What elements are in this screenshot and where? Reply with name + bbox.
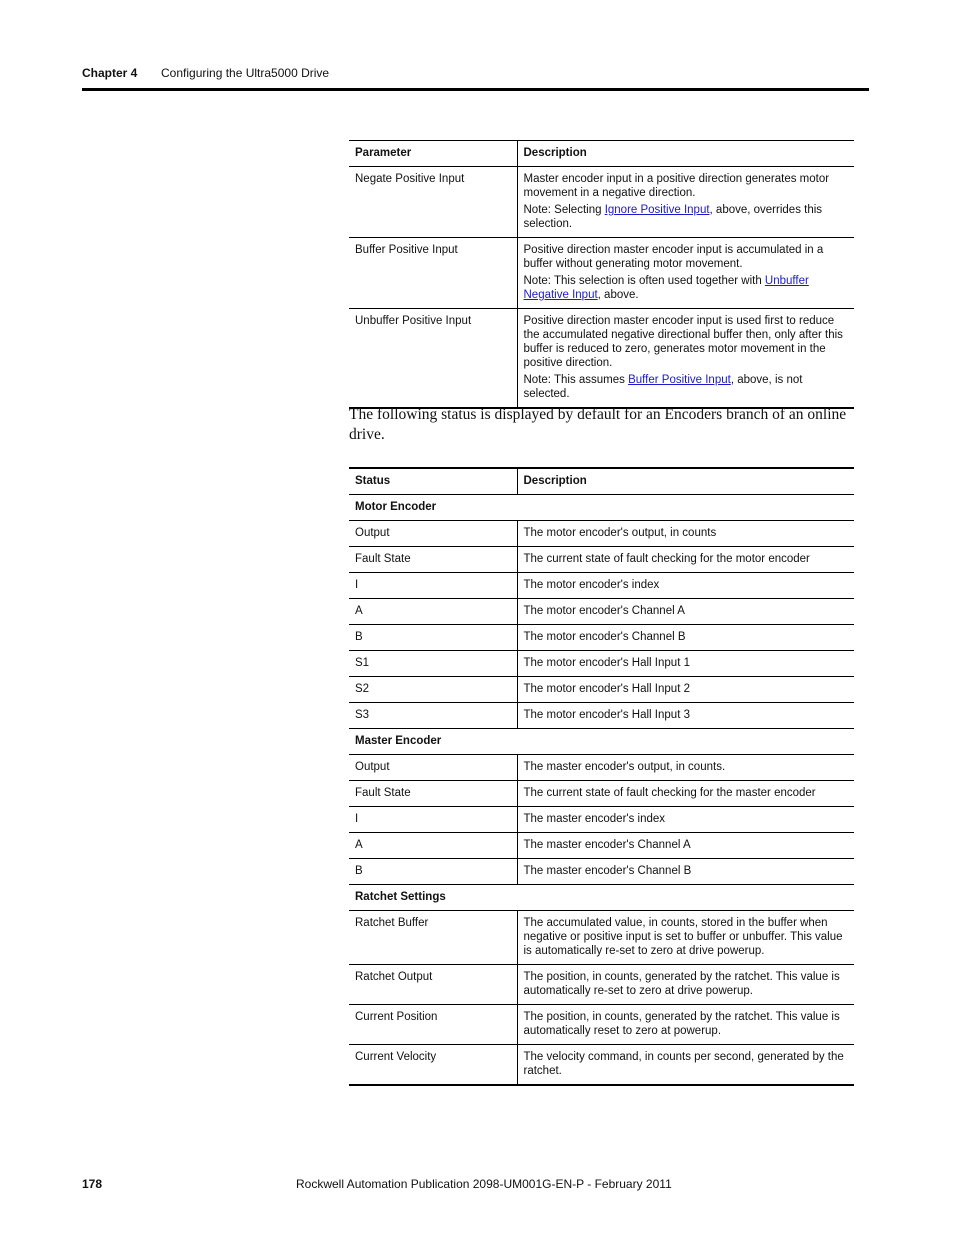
status-name: A xyxy=(349,833,517,859)
group-title: Master Encoder xyxy=(349,729,854,755)
status-description: The motor encoder's Channel A xyxy=(517,599,854,625)
status-description: The motor encoder's output, in counts xyxy=(517,521,854,547)
table-row xyxy=(349,703,854,729)
group-row-ratchet-settings xyxy=(349,885,854,911)
status-name: S1 xyxy=(349,651,517,677)
table-row xyxy=(349,238,854,309)
table-row xyxy=(349,833,854,859)
table-row xyxy=(349,309,854,409)
note-text: Note: This assumes xyxy=(523,374,629,386)
table-row xyxy=(349,677,854,703)
status-description: The motor encoder's Hall Input 2 xyxy=(517,677,854,703)
status-description: The master encoder's Channel A xyxy=(517,833,854,859)
status-name: Current Velocity xyxy=(349,1045,517,1086)
description-text: Master encoder input in a positive direction generates motor movement in a negative direction. xyxy=(523,173,830,199)
status-name: Ratchet Buffer xyxy=(349,911,517,965)
parameter-description xyxy=(517,238,854,309)
status-description: The motor encoder's index xyxy=(517,573,854,599)
status-name: A xyxy=(349,599,517,625)
publication-info: Rockwell Automation Publication 2098-UM001G-EN-P - February 2011 xyxy=(296,1177,672,1191)
note-text: , above. xyxy=(597,289,639,301)
table-row xyxy=(349,859,854,885)
column-header-parameter: Parameter xyxy=(349,141,517,167)
column-header-description: Description xyxy=(517,468,854,495)
status-name: Fault State xyxy=(349,547,517,573)
intro-paragraph: The following status is displayed by default for an Encoders branch of an online drive. xyxy=(349,406,847,443)
status-name: B xyxy=(349,859,517,885)
parameter-name: Negate Positive Input xyxy=(349,167,517,238)
status-name: B xyxy=(349,625,517,651)
table-row xyxy=(349,547,854,573)
table-row xyxy=(349,755,854,781)
link-unbuffer-negative-input[interactable]: Unbuffer Negative Input xyxy=(523,275,809,301)
status-table xyxy=(349,467,854,1086)
description-text: Positive direction master encoder input is accumulated in a buffer without generating motor movement. xyxy=(523,244,824,270)
status-name: Ratchet Output xyxy=(349,965,517,1005)
column-header-description: Description xyxy=(517,141,854,167)
table-row xyxy=(349,781,854,807)
parameter-name: Unbuffer Positive Input xyxy=(349,309,517,409)
group-row-motor-encoder xyxy=(349,495,854,521)
status-description: The current state of fault checking for the master encoder xyxy=(517,781,854,807)
table-row xyxy=(349,1005,854,1045)
table-row xyxy=(349,807,854,833)
note-text: Note: Selecting xyxy=(523,204,605,216)
table-row xyxy=(349,573,854,599)
chapter-title: Configuring the Ultra5000 Drive xyxy=(161,66,330,80)
status-description: The motor encoder's Channel B xyxy=(517,625,854,651)
status-name: S2 xyxy=(349,677,517,703)
parameter-description xyxy=(517,309,854,409)
link-ignore-positive-input[interactable]: Ignore Positive Input xyxy=(604,204,710,216)
table-header-row xyxy=(349,141,854,167)
status-description: The motor encoder's Hall Input 1 xyxy=(517,651,854,677)
status-description: The motor encoder's Hall Input 3 xyxy=(517,703,854,729)
page-number: 178 xyxy=(82,1177,103,1191)
group-title: Ratchet Settings xyxy=(349,885,854,911)
status-description: The master encoder's index xyxy=(517,807,854,833)
page-header xyxy=(82,66,869,91)
description-note xyxy=(524,274,849,302)
note-text: , above, overrides this selection. xyxy=(523,204,823,230)
status-description: The master encoder's output, in counts. xyxy=(517,755,854,781)
status-name: Output xyxy=(349,521,517,547)
parameter-name: Buffer Positive Input xyxy=(349,238,517,309)
table-row xyxy=(349,1045,854,1086)
table-row xyxy=(349,965,854,1005)
table-row xyxy=(349,651,854,677)
status-name: I xyxy=(349,807,517,833)
status-description: The position, in counts, generated by the ratchet. This value is automatically re-set to zero at drive powerup. xyxy=(517,965,854,1005)
status-description: The velocity command, in counts per second, generated by the ratchet. xyxy=(517,1045,854,1086)
parameter-description xyxy=(517,167,854,238)
status-name: S3 xyxy=(349,703,517,729)
status-name: Fault State xyxy=(349,781,517,807)
description-text: Positive direction master encoder input is used first to reduce the accumulated negative directional buffer then, only after this buffer is reduced to zero, generates motor movement in the positive direction. xyxy=(523,315,843,369)
status-name: Current Position xyxy=(349,1005,517,1045)
status-description: The master encoder's Channel B xyxy=(517,859,854,885)
group-title: Motor Encoder xyxy=(349,495,854,521)
table-row xyxy=(349,911,854,965)
status-name: Output xyxy=(349,755,517,781)
table-row xyxy=(349,521,854,547)
description-note xyxy=(524,203,849,231)
status-description: The position, in counts, generated by the ratchet. This value is automatically reset to zero at powerup. xyxy=(517,1005,854,1045)
status-description: The current state of fault checking for the motor encoder xyxy=(517,547,854,573)
table-row xyxy=(349,625,854,651)
link-buffer-positive-input[interactable]: Buffer Positive Input xyxy=(628,374,731,386)
column-header-status: Status xyxy=(349,468,517,495)
note-text: , above, is not selected. xyxy=(523,374,803,400)
parameter-table xyxy=(349,140,854,409)
table-header-row xyxy=(349,468,854,495)
chapter-label: Chapter 4 xyxy=(82,66,138,80)
note-text: Note: This selection is often used together with xyxy=(523,275,765,287)
status-name: I xyxy=(349,573,517,599)
group-row-master-encoder xyxy=(349,729,854,755)
table-row xyxy=(349,167,854,238)
description-note xyxy=(524,373,849,401)
status-description: The accumulated value, in counts, stored in the buffer when negative or positive input is set to buffer or unbuffer. This value is automatically re-set to zero at drive powerup. xyxy=(517,911,854,965)
table-row xyxy=(349,599,854,625)
